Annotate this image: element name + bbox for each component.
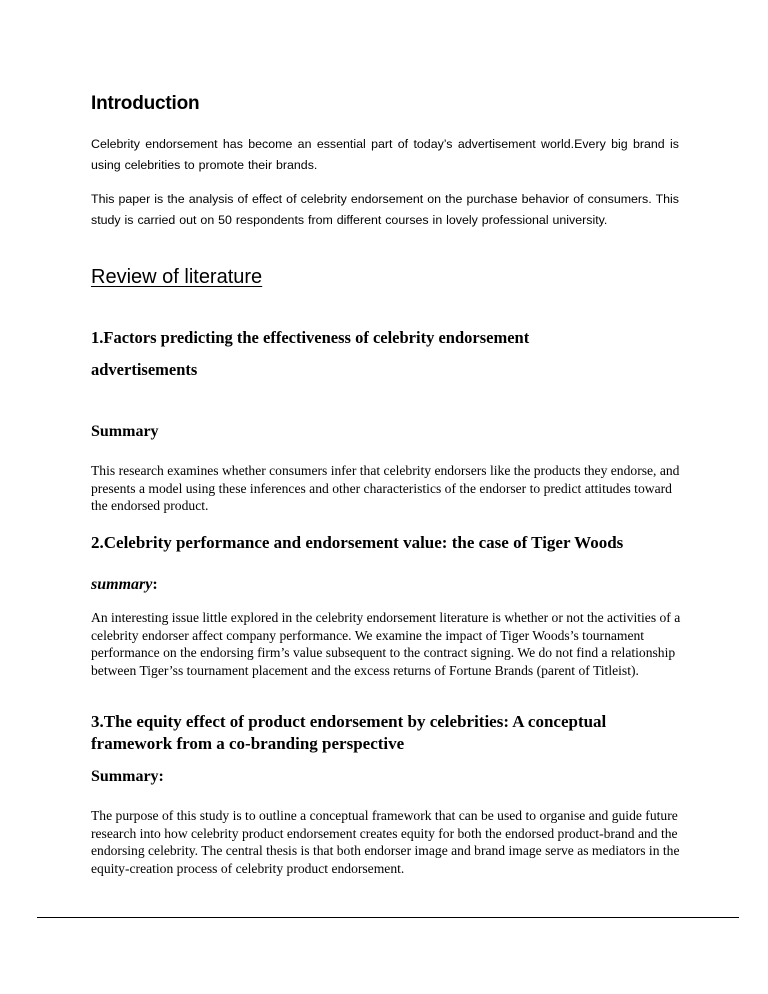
section-3-summary-label: Summary: [91, 768, 164, 785]
review-of-literature-heading: Review of literature [91, 266, 263, 288]
section-2-summary-text: An interesting issue little explored in the celebrity endorsement literature is whether or not the activities of a celebrity endorser affect company performance. We examine the impact of Tiger Woods’s tournament performance on the endorsing firm’s value subsequent to the contract signing. We do not find a relationship between Tiger’ss tournament placement and the excess returns of Fortune Brands (parent of Titleist). [91, 610, 681, 678]
section-1-title-line-1: 1.Factors predicting the effectiveness of celebrity endorsement [91, 328, 530, 347]
section-2-summary-label-text: summary [91, 576, 153, 593]
footer-divider [37, 917, 739, 918]
section-1-summary-text: This research examines whether consumers infer that celebrity endorsers like the products they endorse, and presents a model using these inferences and other characteristics of the endorser to predict attitudes toward the endorsed product. [91, 463, 680, 513]
section-2-title: 2.Celebrity performance and endorsement value: the case of Tiger Woods [91, 533, 624, 552]
section-1-title-line-2: advertisements [91, 360, 198, 379]
section-3-summary-text: The purpose of this study is to outline a conceptual framework that can be used to organise and guide future research into how celebrity product endorsement creates equity for both the endorsed product-brand and the endorsing celebrity. The central thesis is that both endorser image and brand image serve as mediators in the equity-creation process of celebrity product endorsement. [91, 808, 680, 876]
introduction-paragraph-1: Celebrity endorsement has become an essential part of today’s advertisement world.Every big brand is using celebrities to promote their brands. [91, 137, 679, 172]
section-2-summary-label [91, 576, 158, 594]
introduction-paragraph-2: This paper is the analysis of effect of celebrity endorsement on the purchase behavior of consumers. This study is carried out on 50 respondents from different courses in lovely professional university. [91, 192, 679, 227]
section-2-summary-colon: : [152, 576, 158, 593]
introduction-heading: Introduction [91, 93, 200, 114]
section-3-title: 3.The equity effect of product endorsement by celebrities: A conceptual framework from a co-branding perspective [91, 712, 607, 753]
section-1-summary-label: Summary [91, 423, 159, 440]
